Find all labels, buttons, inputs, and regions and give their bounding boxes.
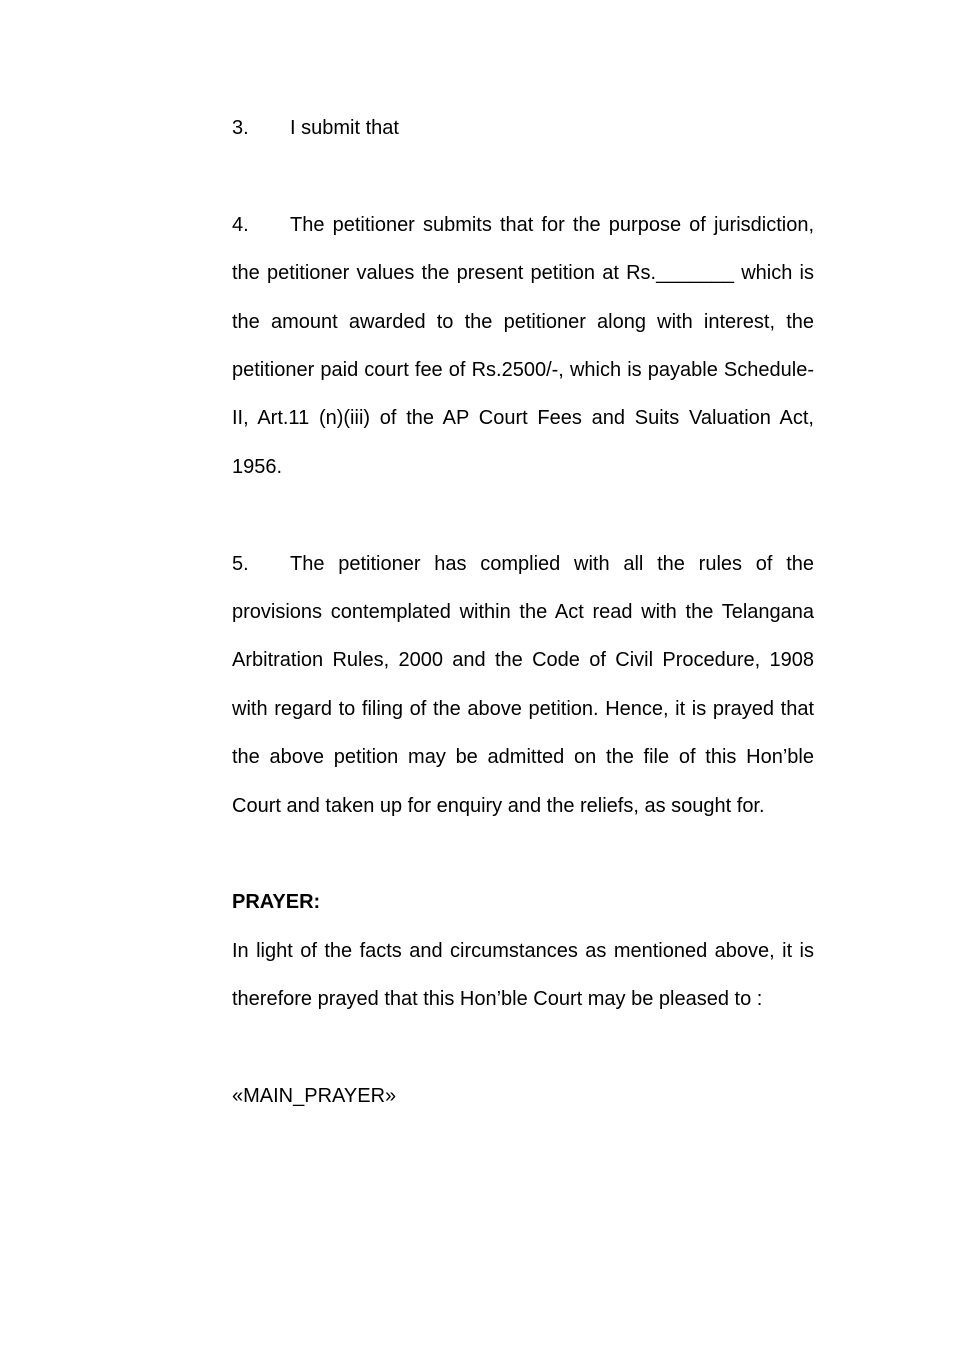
paragraph-5: [232, 540, 814, 830]
spacer: [232, 152, 814, 200]
paragraph-text: I submit that: [290, 117, 399, 139]
prayer-text: In light of the facts and circumstances as mentioned above, it is therefore prayed that this Hon’ble Court may be pleased to :: [232, 939, 814, 1011]
main-prayer-placeholder: «MAIN_PRAYER»: [232, 1085, 397, 1108]
spacer: [232, 1024, 814, 1072]
paragraph-number: 3.: [232, 117, 249, 139]
paragraph-text: The petitioner submits that for the purpose of jurisdiction, the petitioner values the present petition at Rs._______ which is the amount awarded to the petitioner along with interest, the petitioner paid court fee of Rs.2500/-, which is payable Schedule-II, Art.11 (n)(iii) of the AP Court Fees and Suits Valuation Act, 1956.: [232, 213, 814, 478]
document-page: [232, 104, 814, 1120]
paragraph-text: The petitioner has complied with all the rules of the provisions contemplated within the Act read with the Telangana Arbitration Rules, 2000 and the Code of Civil Procedure, 1908 with regard to filing of the above petition. Hence, it is prayed that the above petition may be admitted on the file of this Hon’ble Court and taken up for enquiry and the reliefs, as sought for.: [232, 552, 814, 817]
paragraph-number: 4.: [232, 213, 249, 236]
paragraph-3: [232, 104, 814, 152]
spacer: [232, 830, 814, 878]
prayer-heading: PRAYER:: [232, 891, 321, 914]
paragraph-number: 5.: [232, 552, 249, 575]
paragraph-4: [232, 201, 814, 491]
spacer: [232, 491, 814, 539]
